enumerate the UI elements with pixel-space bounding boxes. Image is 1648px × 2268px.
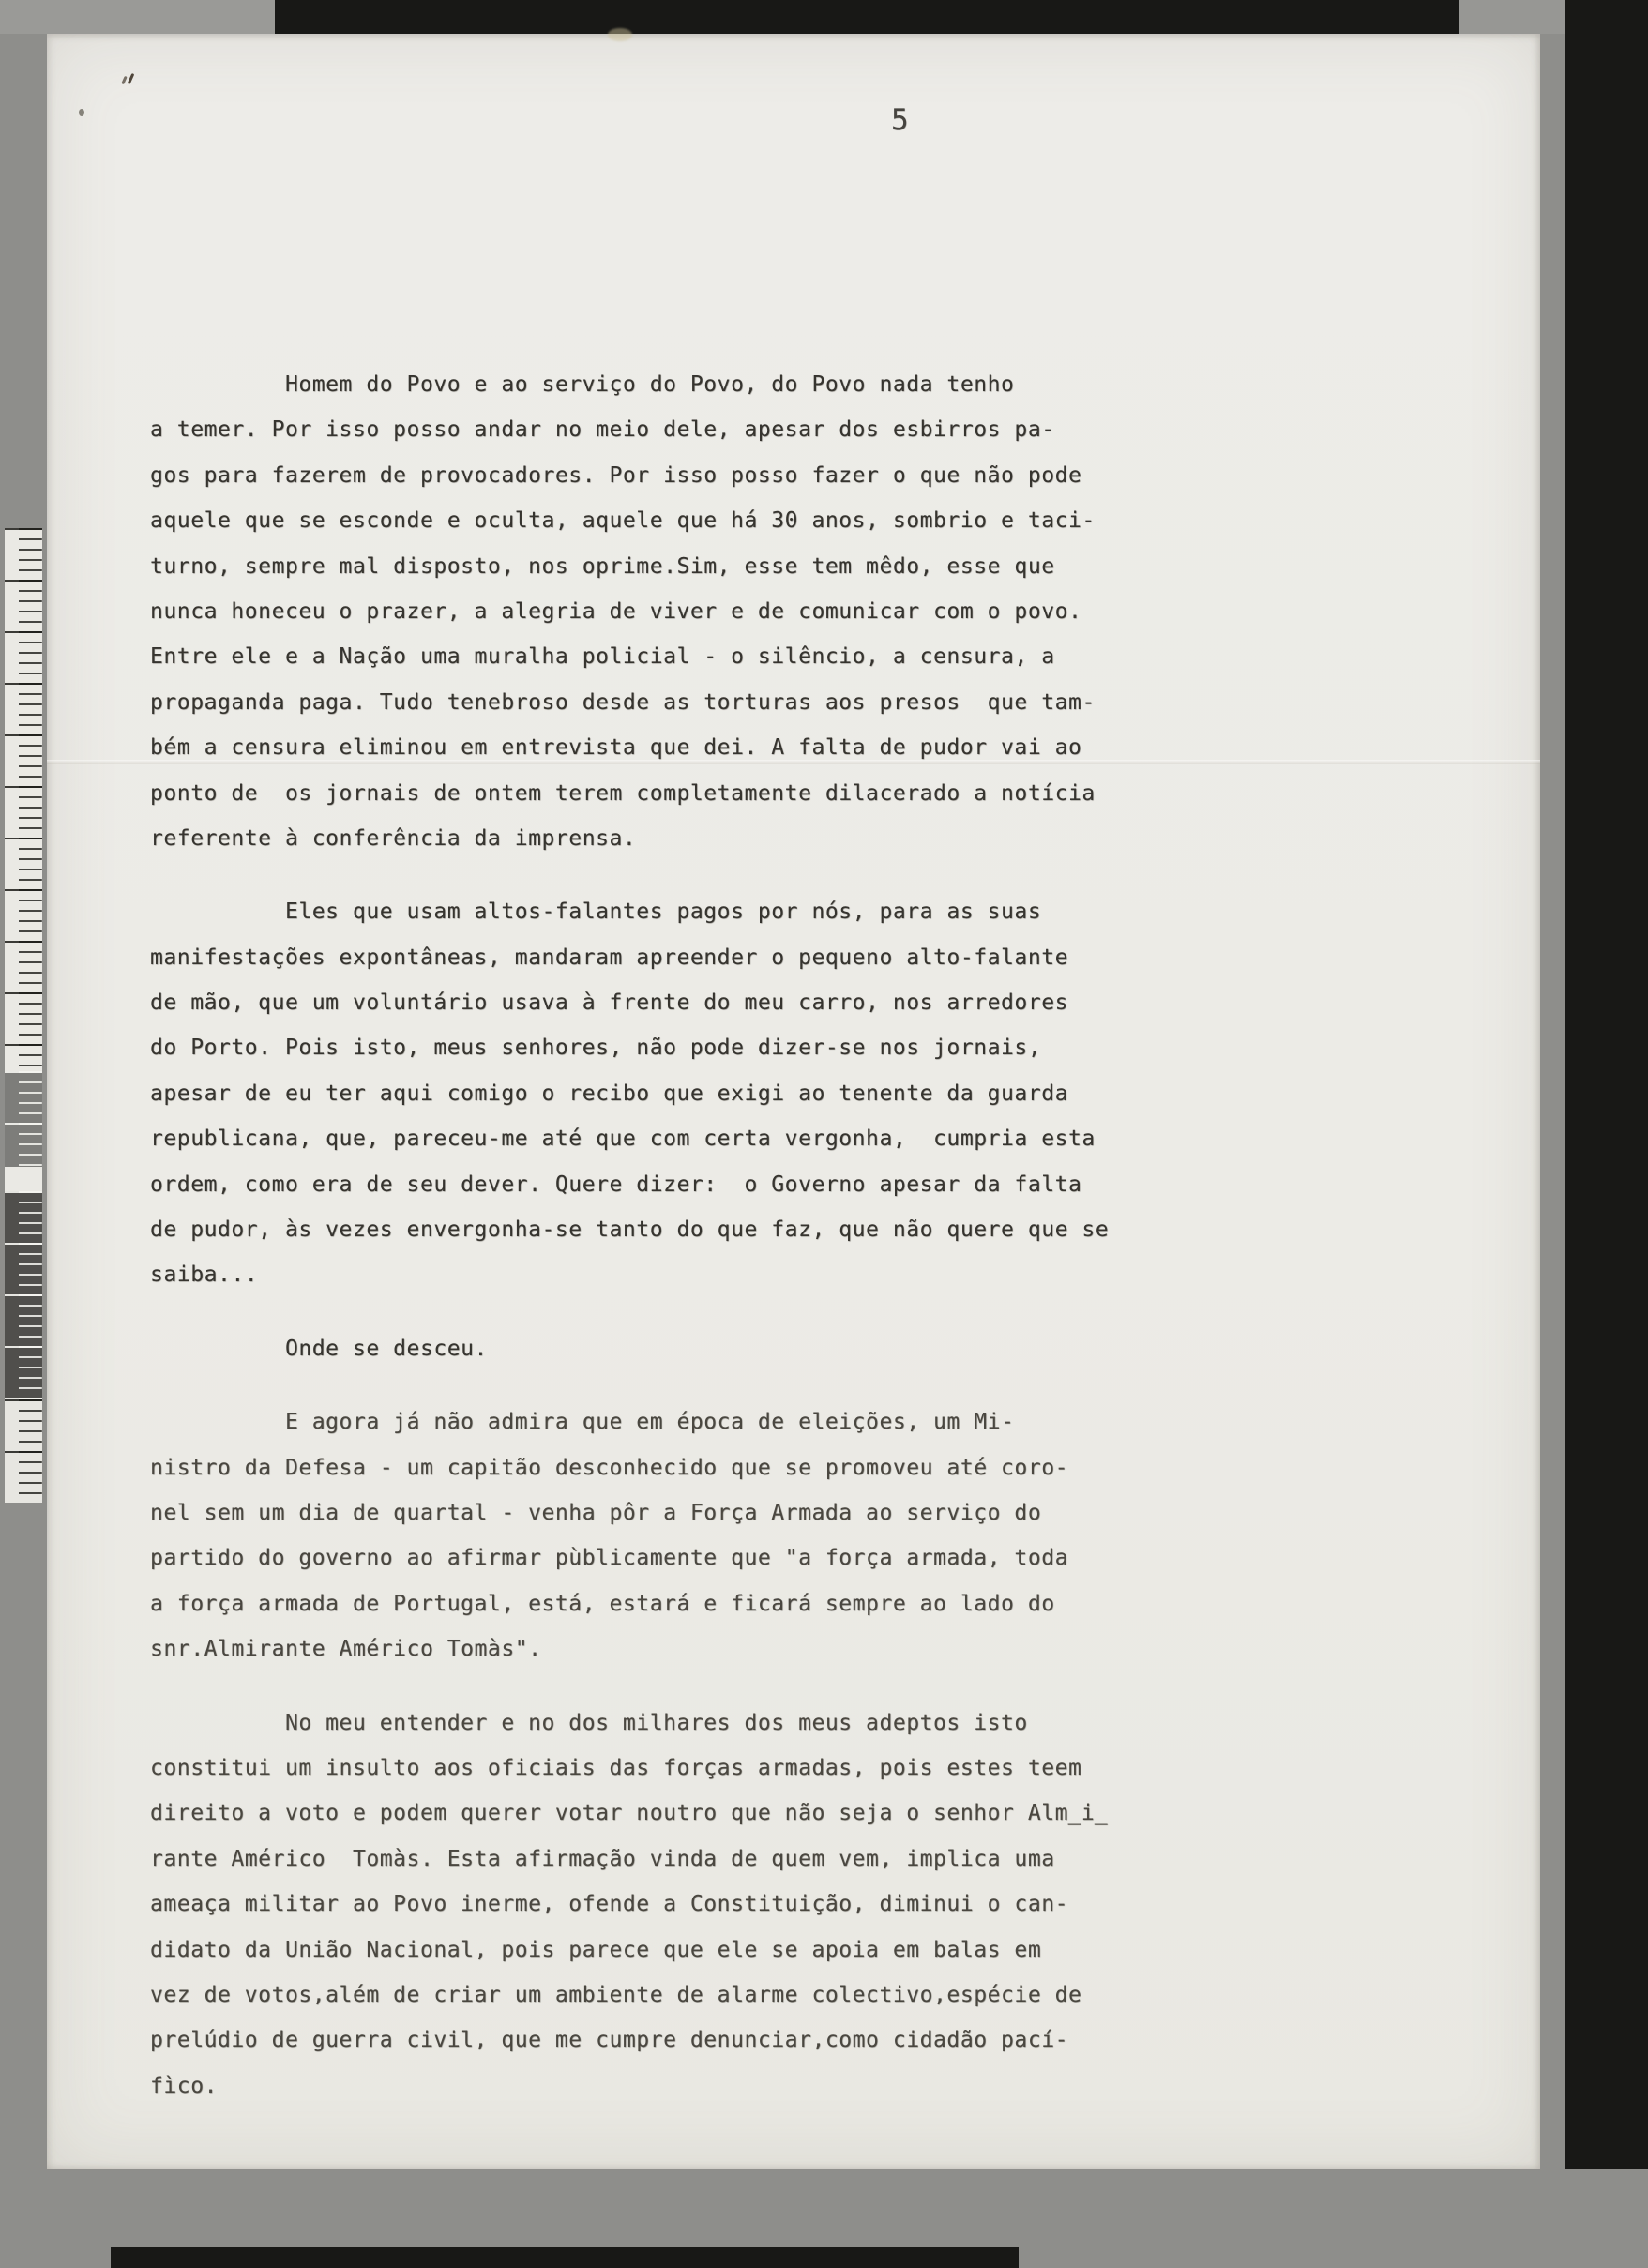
scanner-edge-top [275, 0, 1459, 34]
text-line: republicana, que, pareceu-me até que com certa vergonha, cumpria esta [150, 1126, 1096, 1152]
text-line: de mão, que um voluntário usava à frente do meu carro, nos arredores [150, 990, 1069, 1016]
ruler-segment-notch [5, 1167, 42, 1191]
text-line: propaganda paga. Tudo tenebroso desde as torturas aos presos que tam- [150, 689, 1096, 715]
scanner-margin-top-left [0, 0, 275, 34]
text-line: vez de votos,além de criar um ambiente de alarme colectivo,espécie de [150, 1982, 1082, 2007]
text-line: fìco. [150, 2073, 218, 2098]
ruler-segment-white-2 [5, 1399, 42, 1503]
text-line: rante Américo Tomàs. Esta afirmação vinda de quem vem, implica uma [150, 1846, 1055, 1871]
measurement-ruler [5, 528, 42, 1503]
page-number: 5 [891, 103, 909, 137]
text-line: direito a voto e podem querer votar noutro que não seja o senhor Alm̲i̲ [150, 1801, 1109, 1826]
text-line: manifestações expontâneas, mandaram apreender o pequeno alto-falante [150, 945, 1069, 970]
text-line: ordem, como era de seu dever. Quere dizer: o Governo apesar da falta [150, 1172, 1082, 1197]
paragraph [150, 1399, 1126, 1671]
text-line: Entre ele e a Nação uma muralha policial - o silêncio, a censura, a [150, 644, 1055, 670]
text-line: do Porto. Pois isto, meus senhores, não pode dizer-se nos jornais, [150, 1036, 1042, 1061]
text-line: aquele que se esconde e oculta, aquele que há 30 anos, sombrio e taci- [150, 508, 1096, 534]
scanner-margin-top-right [1459, 0, 1565, 34]
text-line: a temer. Por isso posso andar no meio dele, apesar dos esbirros pa- [150, 417, 1055, 443]
text-line: No meu entender e no dos milhares dos meus adeptos isto [150, 1710, 1028, 1735]
text-line: turno, sempre mal disposto, nos oprime.Sim, esse tem mêdo, esse que [150, 553, 1055, 579]
paragraph [150, 889, 1126, 1298]
text-line: snr.Almirante Américo Tomàs". [150, 1637, 542, 1662]
text-line: Eles que usam altos-falantes pagos por nós, para as suas [150, 900, 1042, 925]
text-line: Onde se desceu. [150, 1336, 488, 1361]
text-line: prelúdio de guerra civil, que me cumpre denunciar,como cidadão pací- [150, 2028, 1069, 2053]
text-line: de pudor, às vezes envergonha-se tanto do que faz, que não quere que se [150, 1217, 1110, 1243]
text-line: constitui um insulto aos oficiais das forças armadas, pois estes teem [150, 1755, 1082, 1780]
text-line: Homem do Povo e ao serviço do Povo, do Povo nada tenho [150, 372, 1015, 397]
text-line: referente à conferência da imprensa. [150, 825, 637, 851]
ink-scratch-mark [128, 73, 135, 84]
ruler-segment-dark [5, 1191, 42, 1399]
text-line: apesar de eu ter aqui comigo o recibo que exigi ao tenente da guarda [150, 1081, 1069, 1106]
text-line: nel sem um dia de quartal - venha pôr a Força Armada ao serviço do [150, 1500, 1042, 1525]
text-line: gos para fazerem de provocadores. Por isso posso fazer o que não pode [150, 462, 1082, 488]
text-line: E agora já não admira que em época de eleições, um Mi- [150, 1410, 1015, 1435]
text-line: nistro da Defesa - um capitão desconhecido que se promoveu até coro- [150, 1455, 1069, 1480]
ink-scratch-mark [121, 76, 127, 84]
text-line: ponto de os jornais de ontem terem completamente dilacerado a notícia [150, 780, 1096, 806]
paper-speck [79, 109, 84, 116]
text-line: didato da União Nacional, pois parece que ele se apoia em balas em [150, 1937, 1042, 1962]
paragraph [150, 1326, 1126, 1371]
document-page [47, 34, 1540, 2169]
text-line: saiba... [150, 1263, 259, 1288]
text-line: bém a censura eliminou em entrevista que dei. A falta de pudor vai ao [150, 735, 1082, 761]
paper-stain [608, 28, 632, 41]
ruler-segment-white-1 [5, 528, 42, 1071]
text-line: nunca honeceu o prazer, a alegria de viver e de comunicar com o povo. [150, 598, 1082, 624]
paragraph [150, 1701, 1126, 2109]
ruler-segment-gray [5, 1071, 42, 1167]
scanner-edge-right [1565, 0, 1648, 2169]
text-line: a força armada de Portugal, está, estará e ficará sempre ao lado do [150, 1591, 1055, 1616]
scanner-edge-bottom [111, 2247, 1019, 2268]
paragraph [150, 362, 1126, 861]
text-line: ameaça militar ao Povo inerme, ofende a Constituição, diminui o can- [150, 1892, 1069, 1917]
typewritten-text [150, 362, 1126, 2109]
text-line: partido do governo ao afirmar pùblicamente que "a força armada, toda [150, 1546, 1069, 1571]
